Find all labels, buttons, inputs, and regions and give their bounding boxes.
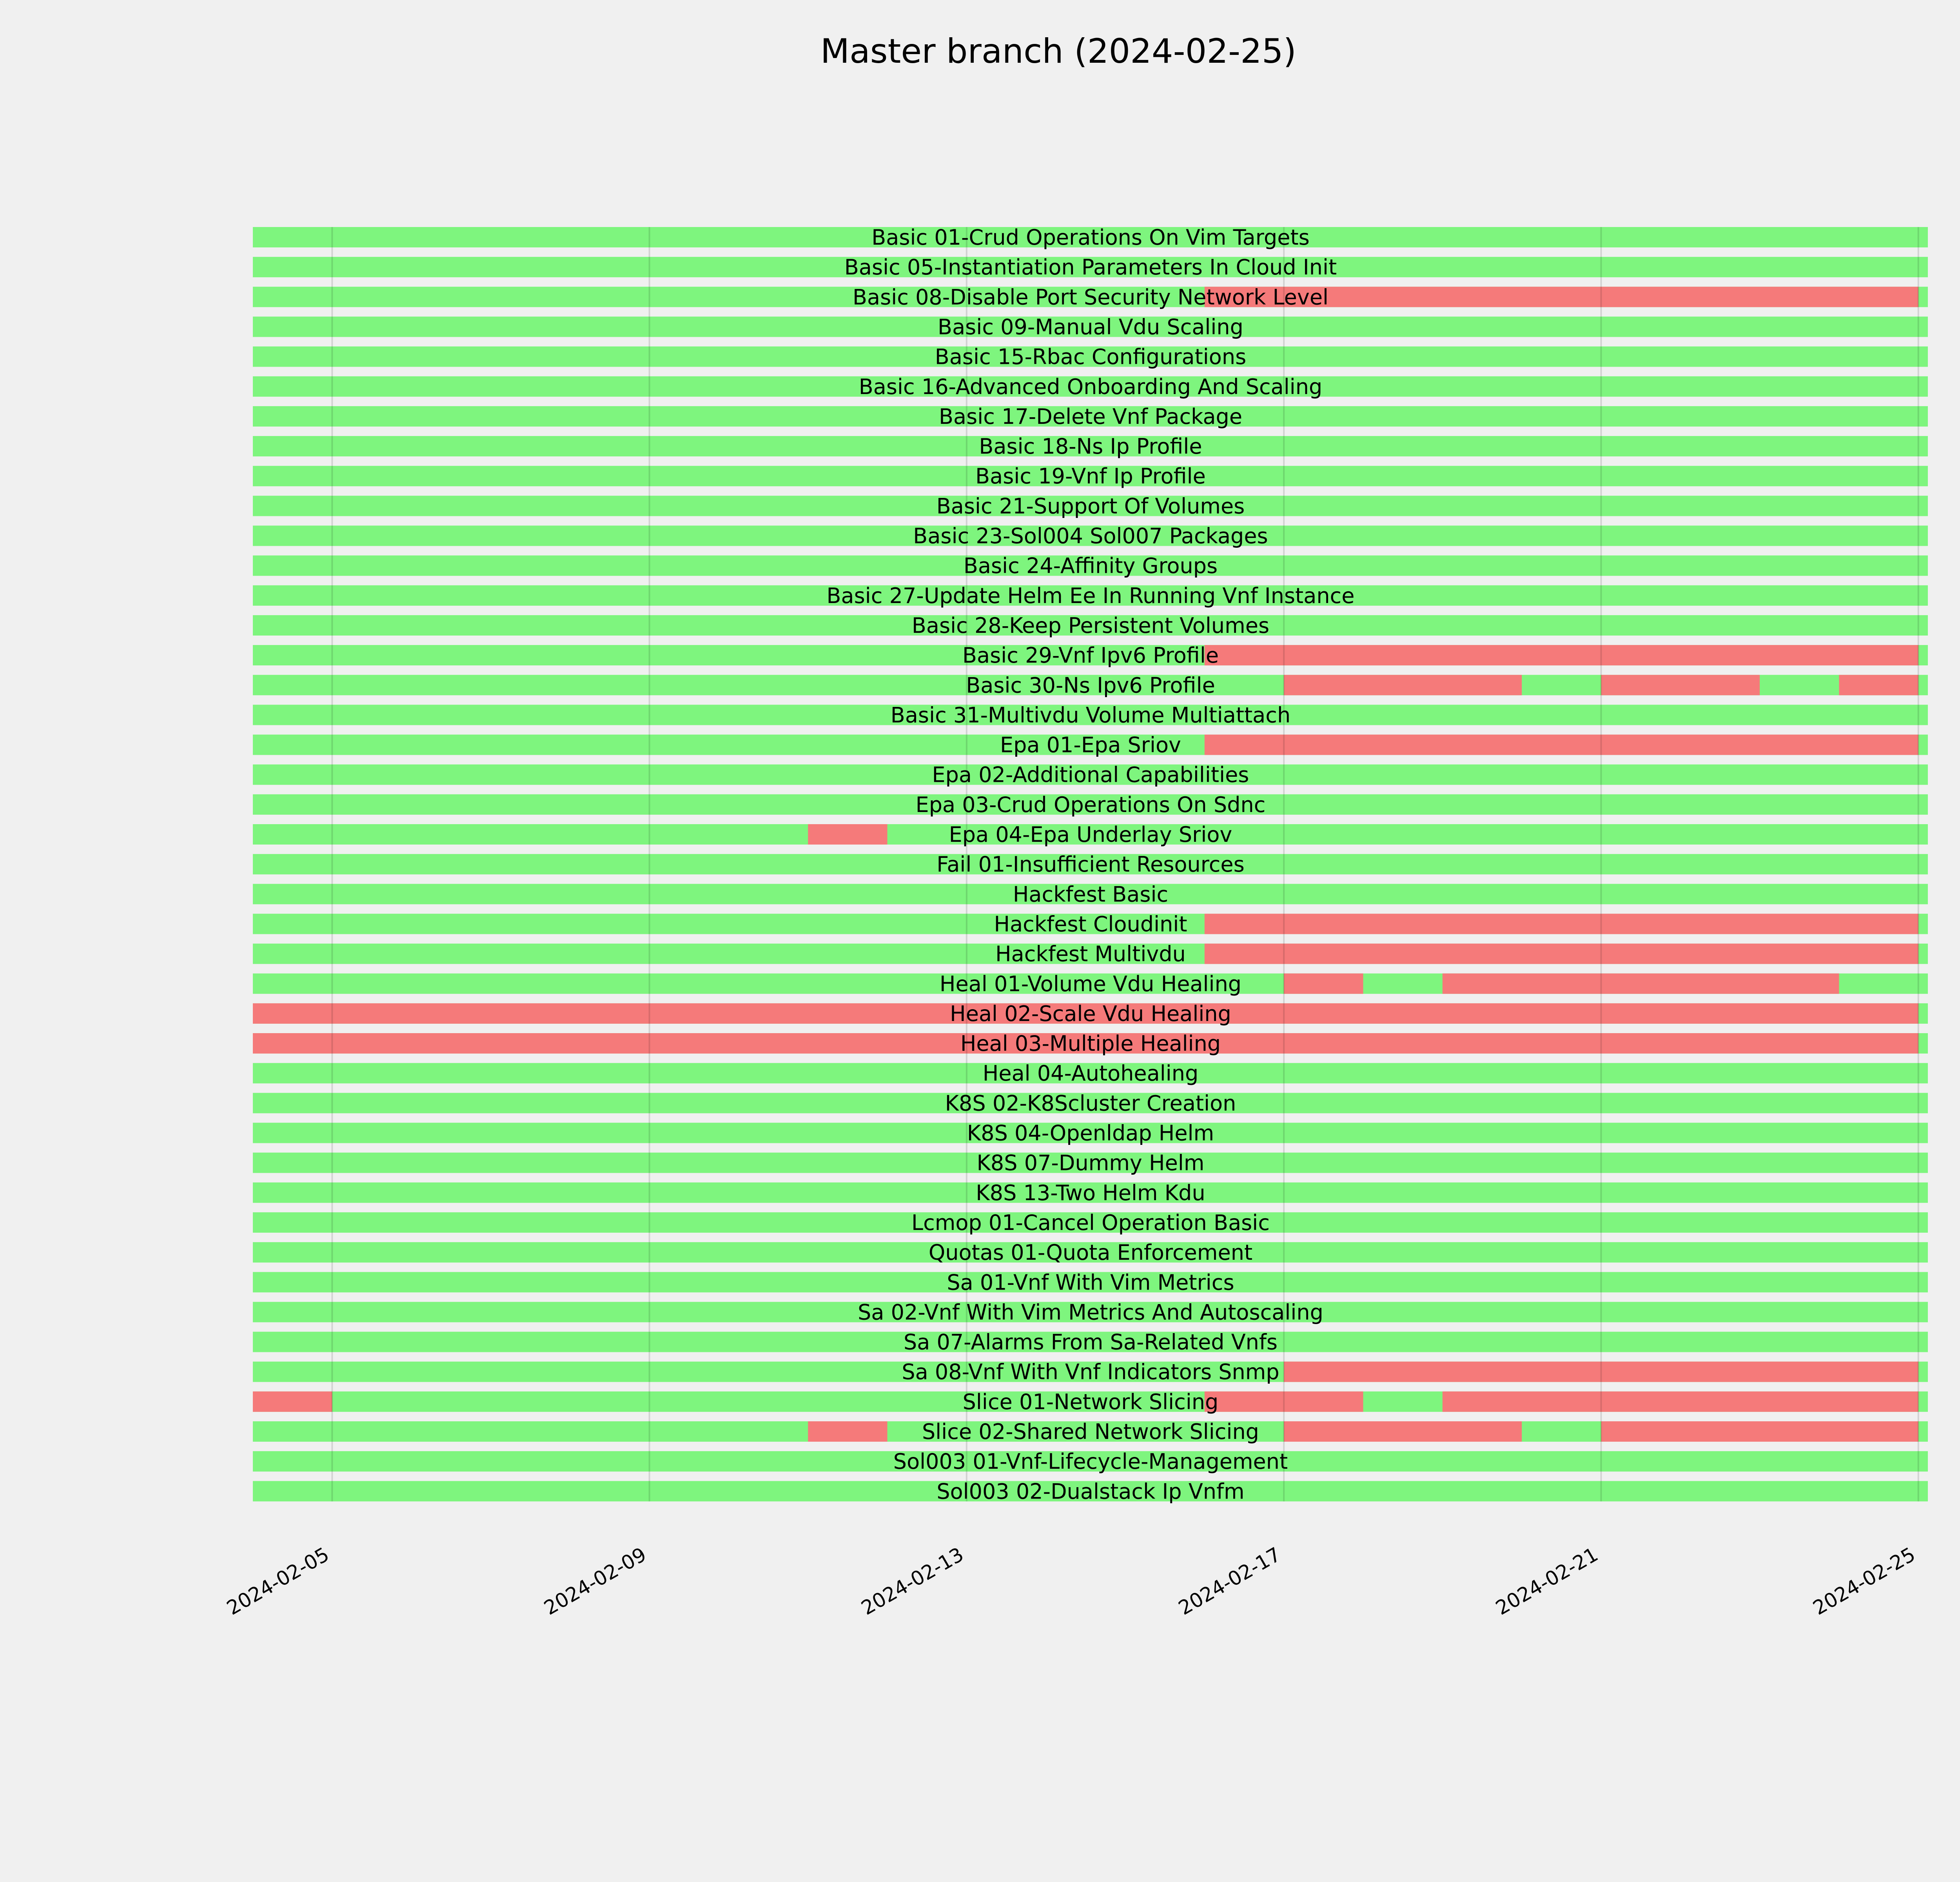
row-label: Basic 15-Rbac Configurations (935, 344, 1247, 369)
fail-segment (1443, 974, 1839, 994)
x-axis-ticks (223, 1543, 1919, 1620)
row-label: Hackfest Basic (1013, 882, 1169, 907)
fail-segment (1601, 1421, 1918, 1442)
row-label: Epa 02-Additional Capabilities (932, 762, 1249, 787)
row-label: Epa 01-Epa Sriov (1000, 732, 1181, 758)
row-label: Lcmop 01-Cancel Operation Basic (911, 1210, 1270, 1235)
x-tick-label: 2024-02-21 (1492, 1543, 1602, 1620)
row-label: Basic 28-Keep Persistent Volumes (911, 613, 1270, 638)
row-label: Basic 27-Update Helm Ee In Running Vnf Instance (826, 583, 1355, 608)
x-tick-label: 2024-02-13 (857, 1543, 967, 1620)
row-label: K8S 02-K8Scluster Creation (945, 1091, 1236, 1116)
row-label: Basic 29-Vnf Ipv6 Profile (962, 643, 1219, 668)
fail-segment (1601, 675, 1760, 695)
row-label: Basic 01-Crud Operations On Vim Targets (871, 225, 1310, 250)
fail-segment (1284, 1421, 1522, 1442)
row-label: Slice 01-Network Slicing (962, 1389, 1219, 1414)
fail-segment (1443, 1392, 1918, 1412)
x-tick-label: 2024-02-09 (540, 1543, 650, 1620)
fail-segment (253, 1392, 332, 1412)
row-label: Heal 01-Volume Vdu Healing (939, 971, 1242, 996)
row-label: Basic 17-Delete Vnf Package (938, 404, 1243, 429)
row-label: Epa 04-Epa Underlay Sriov (949, 822, 1232, 847)
row-label: Hackfest Multivdu (995, 941, 1186, 966)
x-tick-label: 2024-02-05 (223, 1543, 333, 1620)
row-label: Sa 01-Vnf With Vim Metrics (947, 1270, 1234, 1295)
row-label: Heal 02-Scale Vdu Healing (950, 1001, 1231, 1026)
row-label: Sol003 01-Vnf-Lifecycle-Management (893, 1449, 1288, 1474)
chart-title: Master branch (2024-02-25) (820, 32, 1297, 71)
row-label: Basic 09-Manual Vdu Scaling (938, 314, 1243, 340)
row-label: Heal 04-Autohealing (982, 1061, 1199, 1086)
row-label: Sa 07-Alarms From Sa-Related Vnfs (903, 1330, 1278, 1355)
row-label: Sa 02-Vnf With Vim Metrics And Autoscaling (858, 1300, 1323, 1325)
row-label: Basic 16-Advanced Onboarding And Scaling (858, 374, 1323, 399)
row-label: Sa 08-Vnf With Vnf Indicators Snmp (902, 1359, 1279, 1384)
fail-segment (1284, 974, 1363, 994)
row-label: Epa 03-Crud Operations On Sdnc (915, 792, 1266, 817)
row-label: K8S 04-Openldap Helm (967, 1121, 1214, 1146)
fail-segment (1839, 675, 1918, 695)
row-label: Basic 21-Support Of Volumes (936, 494, 1245, 519)
fail-segment (1205, 914, 1918, 934)
row-label: Heal 03-Multiple Healing (960, 1031, 1221, 1056)
row-label: Basic 30-Ns Ipv6 Profile (966, 673, 1215, 698)
row-label: Basic 24-Affinity Groups (963, 553, 1218, 578)
row-label: Basic 19-Vnf Ip Profile (975, 464, 1206, 489)
row-label: K8S 13-Two Helm Kdu (976, 1180, 1205, 1205)
fail-segment (1205, 735, 1918, 755)
x-tick-label: 2024-02-25 (1809, 1543, 1919, 1620)
row-label: K8S 07-Dummy Helm (976, 1150, 1205, 1175)
row-label: Basic 08-Disable Port Security Network Level (852, 285, 1329, 310)
fail-segment (808, 1421, 887, 1442)
row-label: Basic 23-Sol004 Sol007 Packages (913, 523, 1268, 549)
row-label: Slice 02-Shared Network Slicing (922, 1419, 1259, 1444)
row-label: Basic 18-Ns Ip Profile (979, 434, 1202, 459)
row-label: Basic 31-Multivdu Volume Multiattach (890, 703, 1291, 728)
row-label: Fail 01-Insufficient Resources (936, 852, 1245, 877)
row-label: Basic 05-Instantiation Parameters In Cloud Init (844, 255, 1337, 280)
x-tick-label: 2024-02-17 (1174, 1543, 1285, 1620)
row-label: Sol003 02-Dualstack Ip Vnfm (936, 1479, 1245, 1504)
fail-segment (1205, 944, 1918, 964)
fail-segment (1205, 645, 1918, 665)
row-label: Hackfest Cloudinit (994, 912, 1187, 937)
fail-segment (808, 824, 887, 845)
fail-segment (1284, 675, 1522, 695)
row-label: Quotas 01-Quota Enforcement (928, 1240, 1253, 1265)
